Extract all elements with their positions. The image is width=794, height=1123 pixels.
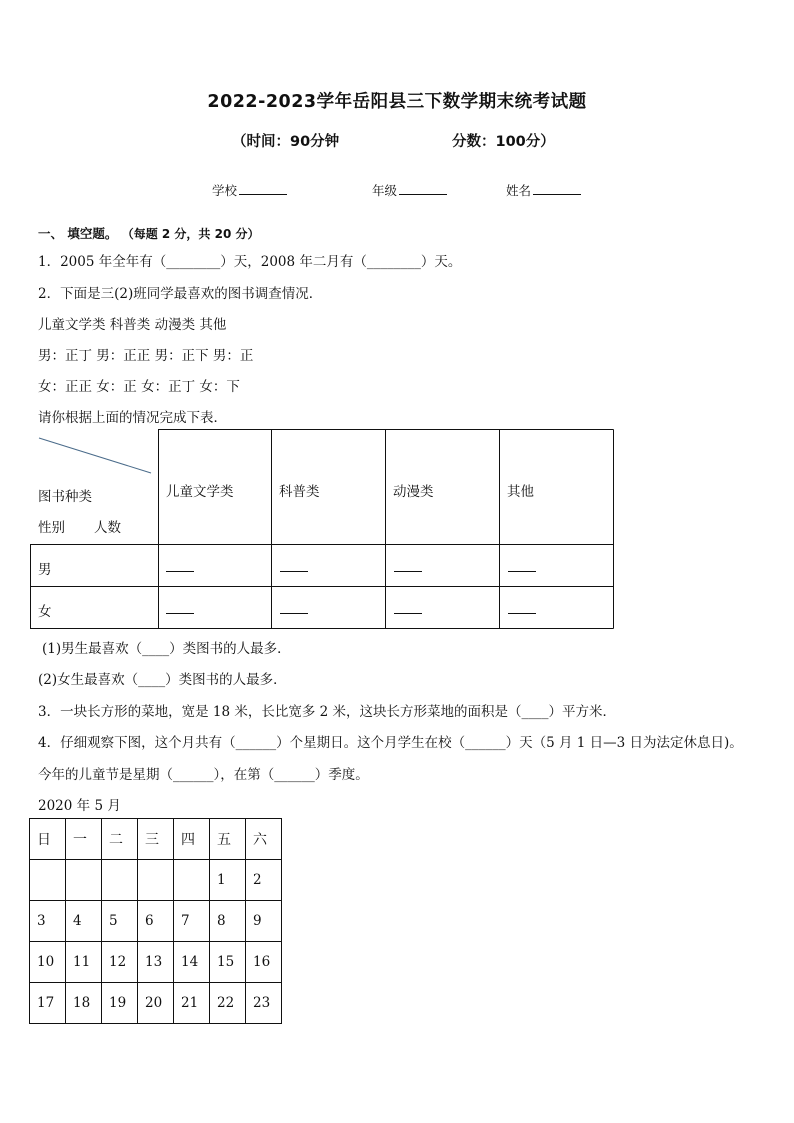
exam-time: （时间：90分钟: [232, 134, 340, 150]
row-header-girls: 女: [38, 604, 52, 620]
calendar-day: 11: [66, 942, 102, 983]
column-header-comics: 动漫类: [393, 484, 434, 500]
calendar-day: 1: [210, 860, 246, 901]
calendar-day: 2: [246, 860, 282, 901]
calendar-day: 15: [210, 942, 246, 983]
section-heading: [38, 224, 259, 242]
school-blank: [239, 182, 287, 195]
calendar-day: 21: [174, 983, 210, 1024]
corner-label-count: 人数: [94, 520, 121, 536]
corner-label-book-type: 图书种类: [38, 489, 92, 505]
calendar-day: 14: [174, 942, 210, 983]
calendar-week-row: [30, 860, 282, 901]
column-header-other: 其他: [507, 484, 534, 500]
question-2-part-2: (2)女生最喜欢（____）类图书的人最多．: [38, 672, 287, 688]
calendar-day: 10: [30, 942, 66, 983]
school-label: 学校: [212, 183, 238, 198]
name-blank: [533, 182, 581, 195]
calendar-day: 13: [138, 942, 174, 983]
question-3: 3．一块长方形的菜地，宽是 18 米，长比宽多 2 米，这块长方形菜地的面积是（____）平方米．: [38, 704, 617, 720]
survey-table: [30, 429, 614, 629]
answer-blank[interactable]: [166, 571, 194, 572]
exam-score: 分数：100分）: [452, 134, 555, 150]
section-note: （每题 2 分，共 20 分）: [121, 227, 260, 241]
calendar-weekday-row: [30, 819, 282, 860]
answer-blank[interactable]: [166, 613, 194, 614]
weekday-wed: 三: [138, 819, 174, 860]
question-2-prompt: 请你根据上面的情况完成下表．: [38, 410, 227, 426]
calendar-day: [138, 860, 174, 901]
question-2-categories: 儿童文学类 科普类 动漫类 其他: [38, 317, 227, 333]
weekday-tue: 二: [102, 819, 138, 860]
grade-label: 年级: [372, 183, 398, 198]
column-header-science: 科普类: [279, 484, 320, 500]
question-2-boys-tally: 男：正丁 男：正正 男：正下 男：正: [38, 348, 254, 364]
calendar-day: 5: [102, 901, 138, 942]
calendar-day: [30, 860, 66, 901]
calendar-day: 12: [102, 942, 138, 983]
answer-blank[interactable]: [280, 571, 308, 572]
question-4-line-2: 今年的儿童节是星期（______），在第（______）季度。: [38, 767, 369, 783]
calendar-week-row: [30, 901, 282, 942]
weekday-sat: 六: [246, 819, 282, 860]
calendar-week-row: [30, 942, 282, 983]
calendar-day: 3: [30, 901, 66, 942]
calendar-day: [102, 860, 138, 901]
calendar-day: 20: [138, 983, 174, 1024]
calendar-day: 22: [210, 983, 246, 1024]
calendar-day: 19: [102, 983, 138, 1024]
calendar-table: [29, 818, 282, 1024]
calendar-week-row: [30, 983, 282, 1024]
weekday-sun: 日: [30, 819, 66, 860]
calendar-day: 9: [246, 901, 282, 942]
question-2-girls-tally: 女：正正 女：正 女：正丁 女：下: [38, 379, 240, 395]
section-title: 一、 填空题。: [38, 226, 118, 241]
calendar-day: 17: [30, 983, 66, 1024]
weekday-thu: 四: [174, 819, 210, 860]
answer-blank[interactable]: [280, 613, 308, 614]
calendar-day: 8: [210, 901, 246, 942]
answer-blank[interactable]: [508, 613, 536, 614]
calendar-day: 23: [246, 983, 282, 1024]
calendar-day: [66, 860, 102, 901]
question-2-intro: 2．下面是三(2)班同学最喜欢的图书调查情况．: [38, 286, 323, 302]
calendar-title: 2020 年 5 月: [38, 798, 121, 814]
question-1: 1．2005 年全年有（________）天，2008 年二月有（________）天。: [38, 254, 462, 270]
weekday-fri: 五: [210, 819, 246, 860]
calendar-day: 18: [66, 983, 102, 1024]
name-field: [506, 181, 581, 199]
grade-field: [372, 181, 447, 199]
question-2-part-1: (1)男生最喜欢（____）类图书的人最多．: [42, 641, 291, 657]
name-label: 姓名: [506, 183, 532, 198]
answer-blank[interactable]: [508, 571, 536, 572]
weekday-mon: 一: [66, 819, 102, 860]
calendar-day: 7: [174, 901, 210, 942]
column-header-children-literature: 儿童文学类: [166, 484, 234, 500]
school-field: [212, 181, 287, 199]
calendar-day: 16: [246, 942, 282, 983]
question-4-line-1: 4．仔细观察下图，这个月共有（______）个星期日。这个月学生在校（______）天（5 月 1 日—3 日为法定休息日)。: [38, 735, 743, 751]
calendar-day: [174, 860, 210, 901]
corner-label-gender: 性别: [38, 520, 65, 536]
calendar-day: 6: [138, 901, 174, 942]
grade-blank: [399, 182, 447, 195]
corner-diagonal: [39, 438, 151, 473]
row-header-boys: 男: [38, 562, 52, 578]
answer-blank[interactable]: [394, 613, 422, 614]
answer-blank[interactable]: [394, 571, 422, 572]
exam-title: 2022-2023学年岳阳县三下数学期末统考试题: [207, 92, 587, 112]
calendar-day: 4: [66, 901, 102, 942]
